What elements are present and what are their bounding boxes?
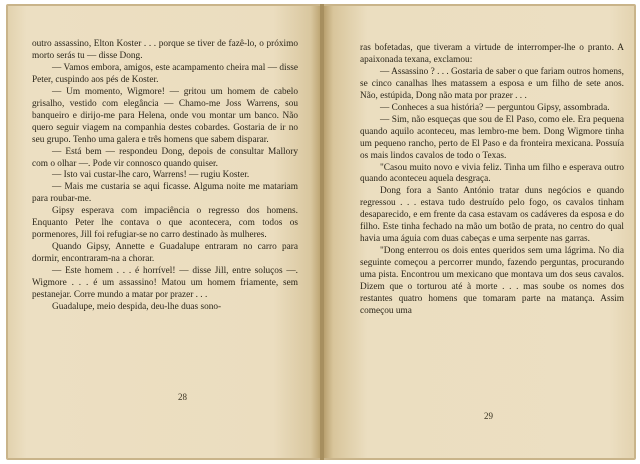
paragraph: Gipsy esperava com impaciência o regresso dos homens. Enquanto Peter lhe contava o que acontecera, com todos os pormenores, Jill foi refugiar-se no carro destinado às mulheres.: [32, 206, 298, 241]
open-book: [6, 4, 636, 460]
right-page: [324, 6, 634, 458]
paragraph: — Conheces a sua história? — perguntou Gipsy, assombrada.: [380, 102, 610, 113]
left-page: [8, 6, 320, 458]
paragraph: "Dong enterrou os dois entes queridos sem uma lágrima. No dia seguinte começou a percorrer mundo, fazendo perguntas, procurando uma pista. Encontrou um mexicano que montava um dos seus cavalos. Dizem que o torturou até à morte . . . mas soube os nomes dos restantes quatro homens que tomaram parte na matança. Assim começou uma: [360, 246, 624, 316]
paragraph: "Casou muito novo e vivia feliz. Tinha um filho e esperava outro quando aconteceu aquela desgraça.: [360, 162, 624, 185]
paragraph: — Assassino ? . . . Gostaria de saber o que fariam outros homens, se cinco canalhas lhes matassem a esposa e um filho de sete anos. Não, estúpida, Dong não mata por prazer . . .: [360, 66, 624, 101]
paragraph: Quando Gipsy, Annette e Guadalupe entraram no carro para dormir, encontraram-na a chorar.: [32, 242, 298, 265]
paragraph: Dong fora a Santo António tratar duns negócios e quando regressou . . . estava tudo destruído pelo fogo, os cavalos tinham desaparecido, e em frente da casa estavam os cadáveres da esposa e do filho. Este tinha fechado na mão um botão de prata, no centro do qual havia uma águia com duas cabeças e uma serpente nas garras.: [360, 186, 624, 245]
paragraph: — Mais me custaria se aqui ficasse. Alguma noite me matariam para roubar-me.: [32, 182, 298, 205]
paragraph: — Sim, não esqueças que sou de El Paso, como ele. Era pequena quando aquilo aconteceu, mas lembro-me bem. Dong Wigmore tinha um pequeno rancho, perto de El Paso e da fronteira mexicana. Possuía os mais lindos cavalos de todo o Texas.: [360, 114, 624, 161]
paragraph: — Está bem — respondeu Dong, depois de consultar Mallory com o olhar —. Pode vir connosco quando quiser.: [32, 146, 298, 169]
right-page-text: [360, 43, 624, 318]
paragraph: — Vamos embora, amigos, este acampamento cheira mal — disse Peter, cuspindo aos pés de Koster.: [32, 62, 298, 85]
paragraph: — Um momento, Wigmore! — gritou um homem de cabelo grisalho, vestido com elegância — Chamo-me Joss Warrens, sou banqueiro e dirijo-me para Helena, onde vou montar um banco. Não quero seguir viagem na companhia destes cobardes. Gostaria de ir no seu grupo. Tenho uma galera e três homens que sabem disparar.: [32, 86, 298, 145]
paragraph: Guadalupe, meio despida, deu-lhe duas sono-: [52, 301, 222, 312]
paragraph: — Isto vai custar-lhe caro, Warrens! — rugiu Koster.: [52, 170, 250, 181]
paragraph: outro assassino, Elton Koster . . . porque se tiver de fazê-lo, o próximo morto serás tu — disse Dong.: [32, 39, 298, 61]
page-number: 29: [484, 411, 493, 421]
page-number: 28: [178, 392, 187, 402]
left-page-text: [32, 39, 298, 314]
paragraph: — Este homem . . . é horrível! — disse Jill, entre soluços —. Wigmore . . . é um assassino! Matou um homem friamente, sem pestanejar. Corre mundo a matar por prazer . . .: [32, 266, 298, 301]
paragraph: ras bofetadas, que tiveram a virtude de interromper-lhe o pranto. A apaixonada texana, exclamou:: [360, 43, 624, 65]
